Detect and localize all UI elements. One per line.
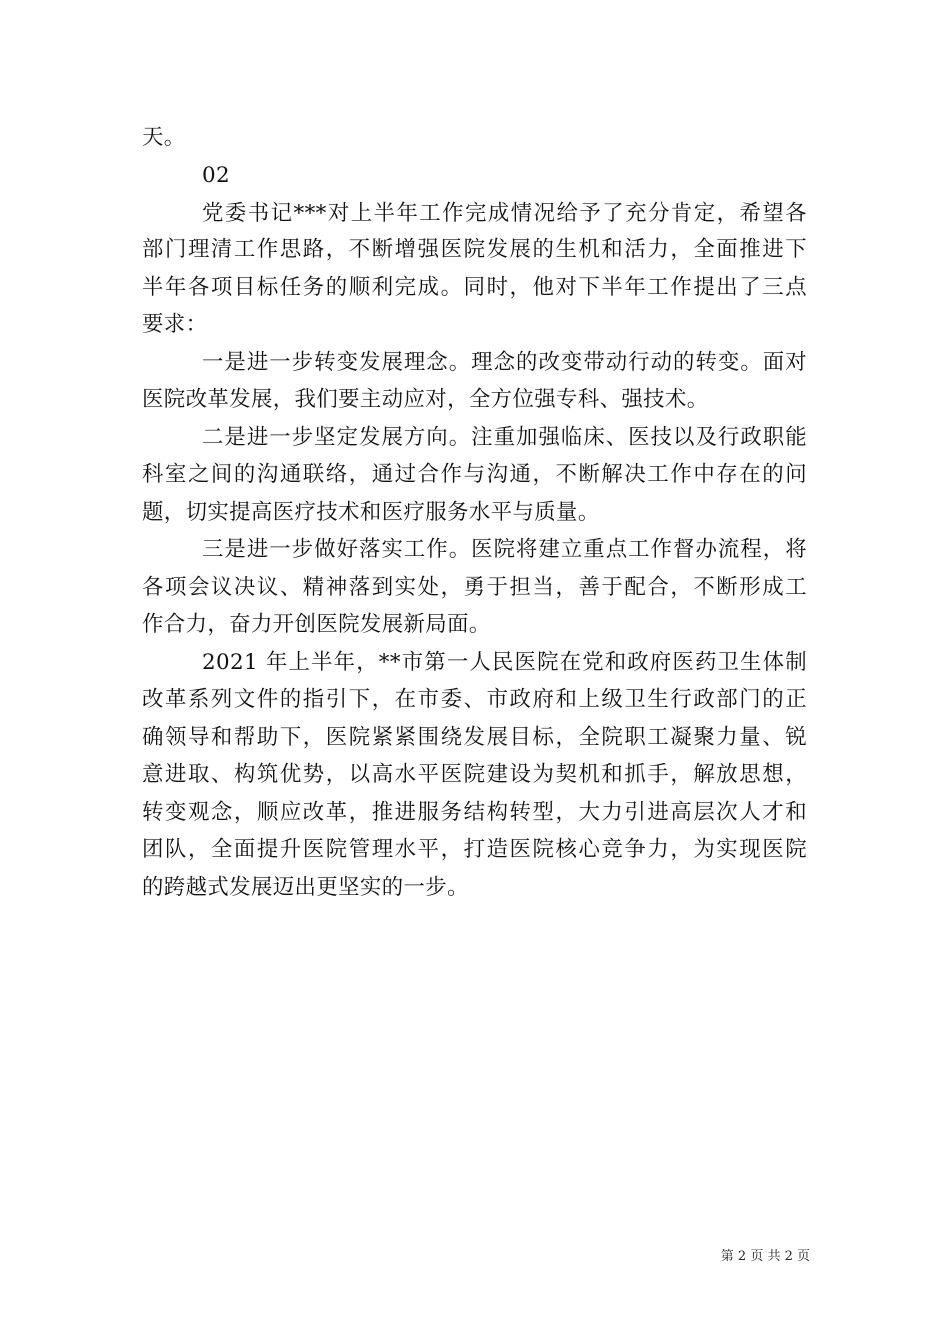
paragraph-line: 天。 [142,125,186,150]
paragraph-line: 党委书记***对上半年工作完成情况给予了充分肯定，希望各 [202,201,807,226]
paragraph-line: 确领导和帮助下，医院紧紧围绕发展目标，全院职工凝聚力量、锐 [142,725,807,750]
paragraph-line: 部门理清工作思路，不断增强医院发展的生机和活力，全面推进下 [142,237,807,262]
paragraph-line: 2021 年上半年，**市第一人民医院在党和政府医药卫生体制 [202,650,807,675]
paragraph-line: 科室之间的沟通联络，通过合作与沟通，不断解决工作中存在的问 [142,462,807,487]
paragraph-line: 02 [202,163,231,188]
paragraph-line: 团队，全面提升医院管理水平，打造医院核心竞争力，为实现医院 [142,837,807,862]
paragraph-line: 半年各项目标任务的顺利完成。同时，他对下半年工作提出了三点 [142,275,807,300]
paragraph-line: 医院改革发展，我们要主动应对，全方位强专科、强技术。 [142,387,709,412]
paragraph-line: 意进取、构筑优势，以高水平医院建设为契机和抓手，解放思想， [142,762,807,787]
paragraph-line: 一是进一步转变发展理念。理念的改变带动行动的转变。面对 [202,350,807,375]
paragraph-line: 的跨越式发展迈出更坚实的一步。 [142,875,469,900]
paragraph-line: 作合力，奋力开创医院发展新局面。 [142,612,491,637]
page-number-footer: 第 2 页 共 2 页 [720,1249,810,1264]
paragraph-line: 题，切实提高医疗技术和医疗服务水平与质量。 [142,500,600,525]
paragraph-line: 转变观念，顺应改革，推进服务结构转型，大力引进高层次人才和 [142,800,807,825]
paragraph-line: 二是进一步坚定发展方向。注重加强临床、医技以及行政职能 [202,425,807,450]
paragraph-line: 改革系列文件的指引下，在市委、市政府和上级卫生行政部门的正 [142,687,807,712]
paragraph-line: 要求： [142,312,208,337]
paragraph-line: 各项会议决议、精神落到实处，勇于担当，善于配合，不断形成工 [142,575,807,600]
paragraph-line: 三是进一步做好落实工作。医院将建立重点工作督办流程，将 [202,537,807,562]
